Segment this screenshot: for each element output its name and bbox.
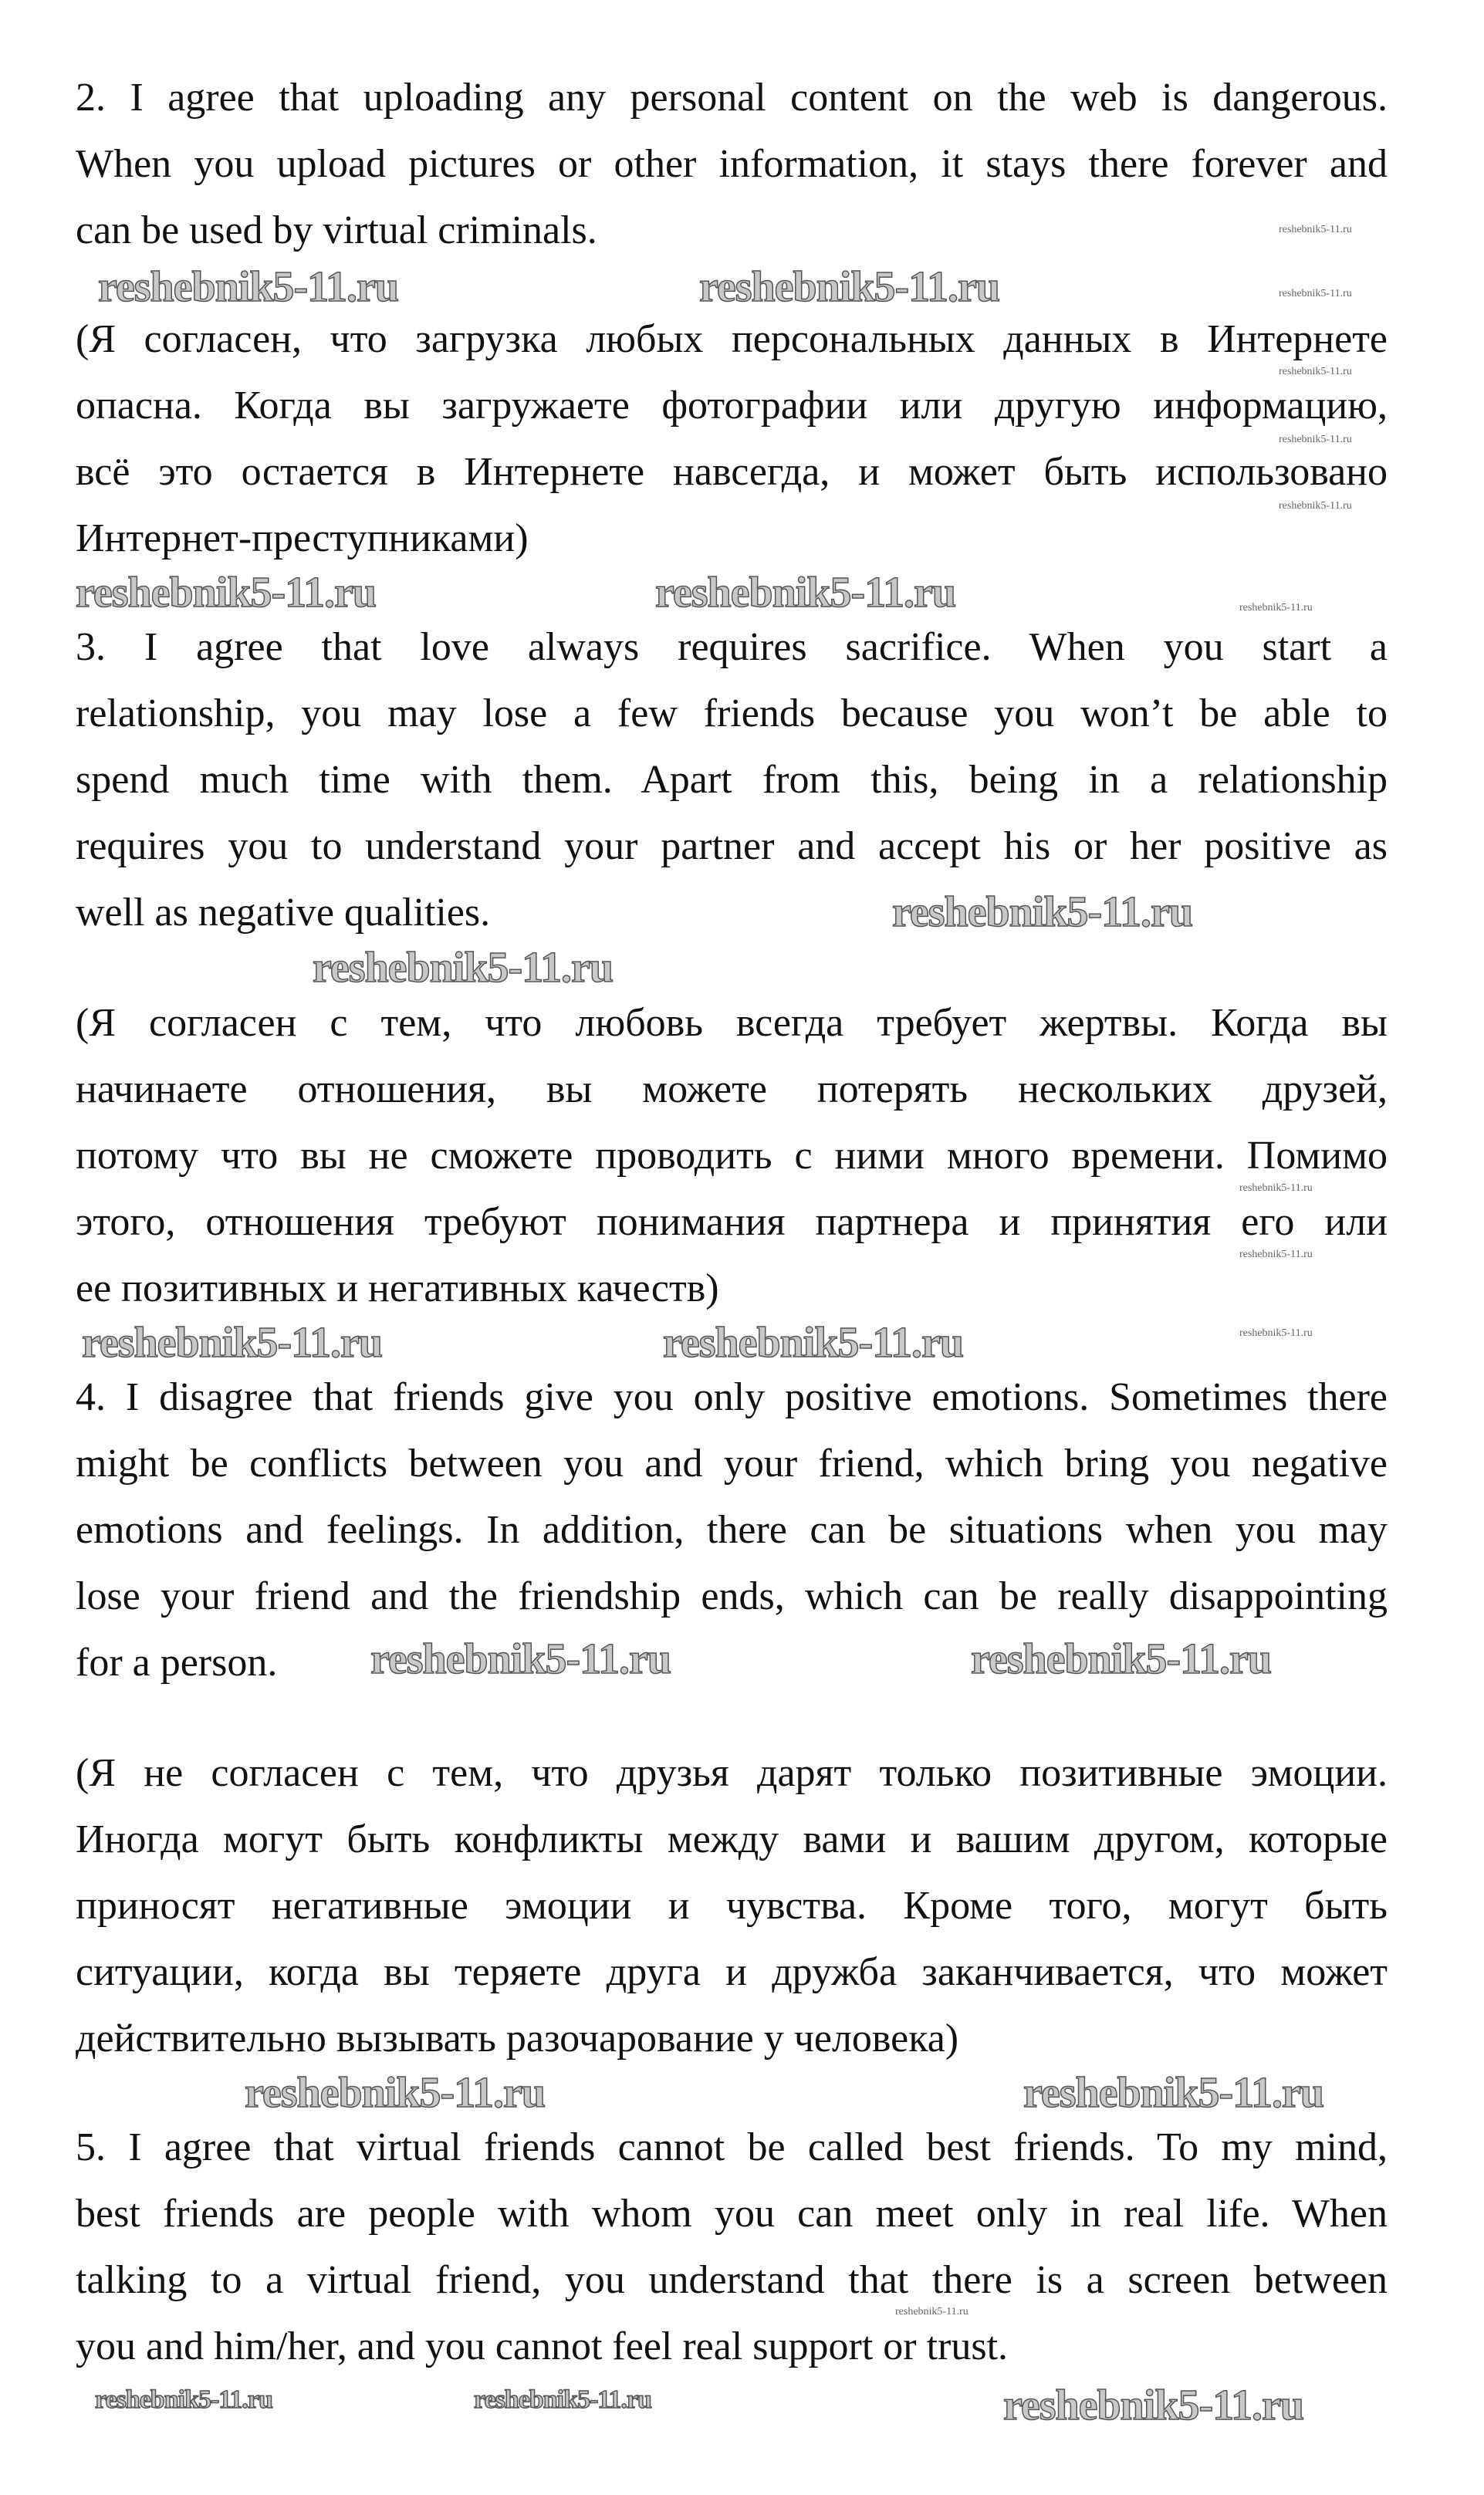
- paragraph-line: When you upload pictures or other information, it stays there forever and: [76, 142, 1388, 186]
- paragraph-line: приносят негативные эмоции и чувства. Кроме того, могут быть: [76, 1884, 1388, 1928]
- paragraph-line: действительно вызывать разочарование у человека): [76, 2017, 959, 2061]
- paragraph-line: опасна. Когда вы загружаете фотографии или другую информацию,: [76, 384, 1388, 428]
- paragraph-line: (Я согласен, что загрузка любых персональных данных в Интернете: [76, 317, 1388, 361]
- watermark: reshebnik5-11.ru: [1279, 434, 1352, 445]
- paragraph-line: 2. I agree that uploading any personal content on the web is dangerous.: [76, 76, 1388, 120]
- watermark: reshebnik5-11.ru: [1279, 224, 1352, 235]
- paragraph-line: well as negative qualities.: [76, 891, 491, 935]
- watermark: reshebnik5-11.ru: [1239, 1182, 1313, 1194]
- paragraph-line: 4. I disagree that friends give you only positive emotions. Sometimes there: [76, 1375, 1388, 1419]
- paragraph-line: Интернет-преступниками): [76, 516, 529, 560]
- watermark: reshebnik5-11.ru: [1239, 1249, 1313, 1260]
- paragraph-line: этого, отношения требуют понимания партнера и принятия его или: [76, 1200, 1388, 1244]
- paragraph-line: всё это остается в Интернете навсегда, и может быть использовано: [76, 450, 1388, 494]
- watermark: reshebnik5-11.ru: [1003, 2382, 1304, 2429]
- watermark: reshebnik5-11.ru: [95, 2385, 272, 2414]
- watermark: reshebnik5-11.ru: [313, 944, 614, 992]
- paragraph-line: talking to a virtual friend, you understand that there is a screen between: [76, 2258, 1388, 2302]
- watermark: reshebnik5-11.ru: [98, 263, 399, 311]
- paragraph-line: ситуации, когда вы теряете друга и дружба заканчивается, что может: [76, 1950, 1388, 1994]
- watermark: reshebnik5-11.ru: [245, 2069, 546, 2117]
- watermark: reshebnik5-11.ru: [82, 1319, 383, 1367]
- watermark: reshebnik5-11.ru: [76, 569, 377, 617]
- watermark: reshebnik5-11.ru: [1239, 602, 1313, 614]
- watermark: reshebnik5-11.ru: [699, 263, 1000, 311]
- watermark: reshebnik5-11.ru: [892, 888, 1193, 936]
- watermark: reshebnik5-11.ru: [663, 1319, 964, 1367]
- paragraph-line: requires you to understand your partner and accept his or her positive as: [76, 824, 1388, 868]
- paragraph-line: (Я не согласен с тем, что друзья дарят только позитивные эмоции.: [76, 1751, 1388, 1795]
- watermark: reshebnik5-11.ru: [971, 1635, 1272, 1683]
- paragraph-line: relationship, you may lose a few friends because you won’t be able to: [76, 691, 1388, 735]
- paragraph-line: can be used by virtual criminals.: [76, 208, 597, 252]
- paragraph-line: 5. I agree that virtual friends cannot be called best friends. To my mind,: [76, 2125, 1388, 2169]
- paragraph-line: lose your friend and the friendship ends, which can be really disappointing: [76, 1574, 1388, 1618]
- watermark: reshebnik5-11.ru: [1239, 1327, 1313, 1339]
- paragraph-line: потому что вы не сможете проводить с ними много времени. Помимо: [76, 1134, 1388, 1178]
- paragraph-line: might be conflicts between you and your friend, which bring you negative: [76, 1442, 1388, 1486]
- watermark: reshebnik5-11.ru: [655, 569, 956, 617]
- paragraph-line: ее позитивных и негативных качеств): [76, 1266, 719, 1310]
- paragraph-line: spend much time with them. Apart from this, being in a relationship: [76, 758, 1388, 802]
- watermark: reshebnik5-11.ru: [370, 1635, 671, 1683]
- paragraph-line: 3. I agree that love always requires sacrifice. When you start a: [76, 625, 1388, 669]
- watermark: reshebnik5-11.ru: [895, 2306, 968, 2318]
- paragraph-line: you and him/her, and you cannot feel real support or trust.: [76, 2324, 1009, 2368]
- watermark: reshebnik5-11.ru: [1279, 500, 1352, 512]
- paragraph-line: Иногда могут быть конфликты между вами и вашим другом, которые: [76, 1817, 1388, 1861]
- watermark: reshebnik5-11.ru: [474, 2385, 651, 2414]
- paragraph-line: for a person.: [76, 1641, 278, 1685]
- watermark: reshebnik5-11.ru: [1279, 366, 1352, 377]
- paragraph-line: начинаете отношения, вы можете потерять нескольких друзей,: [76, 1067, 1388, 1111]
- paragraph-line: emotions and feelings. In addition, there can be situations when you may: [76, 1508, 1388, 1552]
- paragraph-line: (Я согласен с тем, что любовь всегда требует жертвы. Когда вы: [76, 1001, 1388, 1045]
- paragraph-line: best friends are people with whom you can meet only in real life. When: [76, 2192, 1388, 2236]
- watermark: reshebnik5-11.ru: [1023, 2069, 1324, 2117]
- watermark: reshebnik5-11.ru: [1279, 288, 1352, 299]
